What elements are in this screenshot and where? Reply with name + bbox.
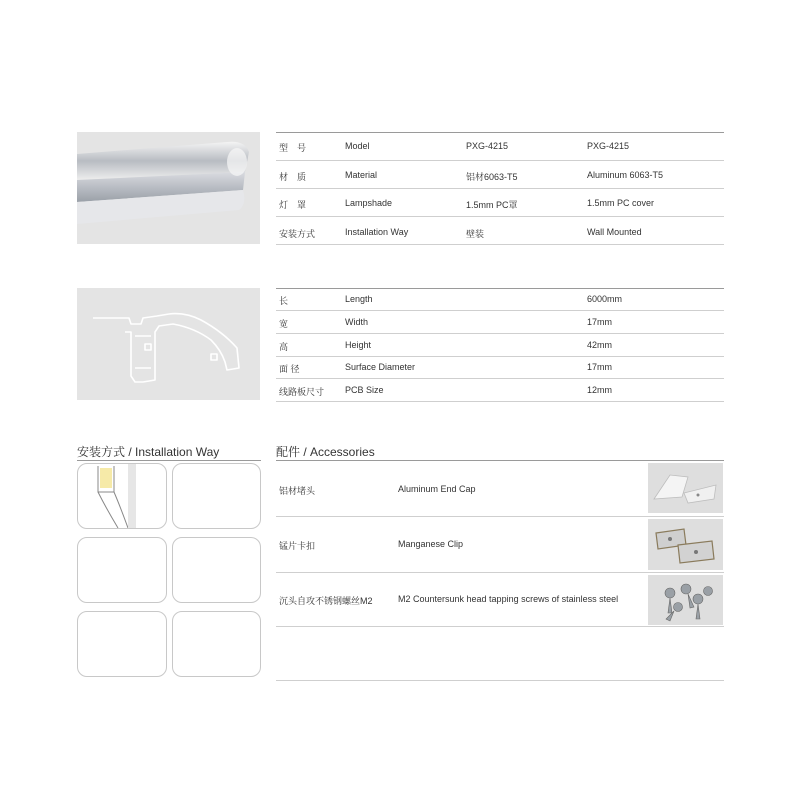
end-cap-photo bbox=[648, 463, 723, 513]
dim-value: 17mm bbox=[587, 317, 613, 327]
spec-label-cn: 型 号 bbox=[279, 143, 307, 153]
spec-label-cn: 灯 罩 bbox=[279, 200, 307, 210]
row-divider bbox=[276, 216, 724, 217]
installation-diagram-slot bbox=[172, 537, 261, 603]
spec-value-cn: 铝材6063-T5 bbox=[466, 172, 518, 182]
accessory-name-cn: 锰片卡扣 bbox=[279, 541, 316, 551]
spec-value-en: Aluminum 6063-T5 bbox=[587, 170, 664, 180]
cross-section-icon bbox=[77, 288, 260, 400]
dim-value: 12mm bbox=[587, 385, 613, 395]
installation-diagram-slot bbox=[77, 537, 167, 603]
row-divider bbox=[276, 356, 724, 357]
spec-value-cn: 1.5mm PC罩 bbox=[466, 200, 518, 210]
installation-diagram-slot bbox=[172, 611, 261, 677]
screws-photo bbox=[648, 575, 723, 625]
row-divider bbox=[276, 160, 724, 161]
spec-label-en: Material bbox=[345, 170, 378, 180]
spec-label-cn: 材 质 bbox=[279, 172, 307, 182]
spec-label-cn: 安装方式 bbox=[279, 229, 316, 239]
accessories-heading: 配件 / Accessories bbox=[276, 445, 375, 459]
table-bottom-border bbox=[276, 680, 724, 681]
accessory-name-en: Aluminum End Cap bbox=[398, 484, 476, 494]
dim-label-cn: 宽 bbox=[279, 319, 289, 329]
dim-label-en: Surface Diameter bbox=[345, 362, 416, 372]
dim-label-cn: 面 径 bbox=[279, 364, 300, 374]
row-divider bbox=[276, 378, 724, 379]
installation-diagram-wall bbox=[77, 463, 167, 529]
profile-photo bbox=[77, 132, 260, 244]
clip-photo bbox=[648, 519, 723, 570]
spec-value-cn: PXG-4215 bbox=[466, 141, 509, 151]
wall-mount-icon bbox=[78, 464, 166, 528]
table-top-border bbox=[276, 132, 724, 133]
end-cap-icon bbox=[648, 463, 723, 513]
dim-label-en: PCB Size bbox=[345, 385, 384, 395]
spec-label-en: Installation Way bbox=[345, 227, 409, 237]
spec-value-cn: 壁装 bbox=[466, 229, 485, 239]
accessory-name-en: M2 Countersunk head tapping screws of stainless steel bbox=[398, 594, 619, 604]
dim-value: 17mm bbox=[587, 362, 613, 372]
installation-diagram-slot bbox=[77, 611, 167, 677]
row-divider bbox=[276, 188, 724, 189]
accessory-name-en: Manganese Clip bbox=[398, 539, 464, 549]
screws-icon bbox=[648, 575, 723, 625]
row-divider bbox=[276, 333, 724, 334]
row-divider bbox=[276, 626, 724, 627]
row-divider bbox=[276, 516, 724, 517]
section-divider bbox=[276, 460, 724, 461]
spec-value-en: PXG-4215 bbox=[587, 141, 630, 151]
accessory-name-cn: 沉头自攻不锈钢螺丝M2 bbox=[279, 596, 373, 606]
row-divider bbox=[276, 244, 724, 245]
dim-value: 42mm bbox=[587, 340, 613, 350]
dim-value: 6000mm bbox=[587, 294, 623, 304]
spec-value-en: 1.5mm PC cover bbox=[587, 198, 655, 208]
spec-label-en: Lampshade bbox=[345, 198, 393, 208]
row-divider bbox=[276, 572, 724, 573]
dim-label-cn: 高 bbox=[279, 342, 289, 352]
row-divider bbox=[276, 310, 724, 311]
section-divider bbox=[77, 460, 261, 461]
installation-heading: 安装方式 / Installation Way bbox=[77, 445, 220, 459]
row-divider bbox=[276, 401, 724, 402]
dim-label-cn: 线路板尺寸 bbox=[279, 387, 325, 397]
clip-icon bbox=[648, 519, 723, 570]
dim-label-en: Height bbox=[345, 340, 372, 350]
dim-label-en: Length bbox=[345, 294, 373, 304]
spec-value-en: Wall Mounted bbox=[587, 227, 642, 237]
spec-label-en: Model bbox=[345, 141, 370, 151]
aluminum-profile-icon bbox=[77, 132, 260, 244]
accessory-name-cn: 铝材堵头 bbox=[279, 486, 316, 496]
installation-diagram-slot bbox=[172, 463, 261, 529]
dim-label-cn: 长 bbox=[279, 296, 289, 306]
table-top-border bbox=[276, 288, 724, 289]
profile-cross-section bbox=[77, 288, 260, 400]
dim-label-en: Width bbox=[345, 317, 369, 327]
